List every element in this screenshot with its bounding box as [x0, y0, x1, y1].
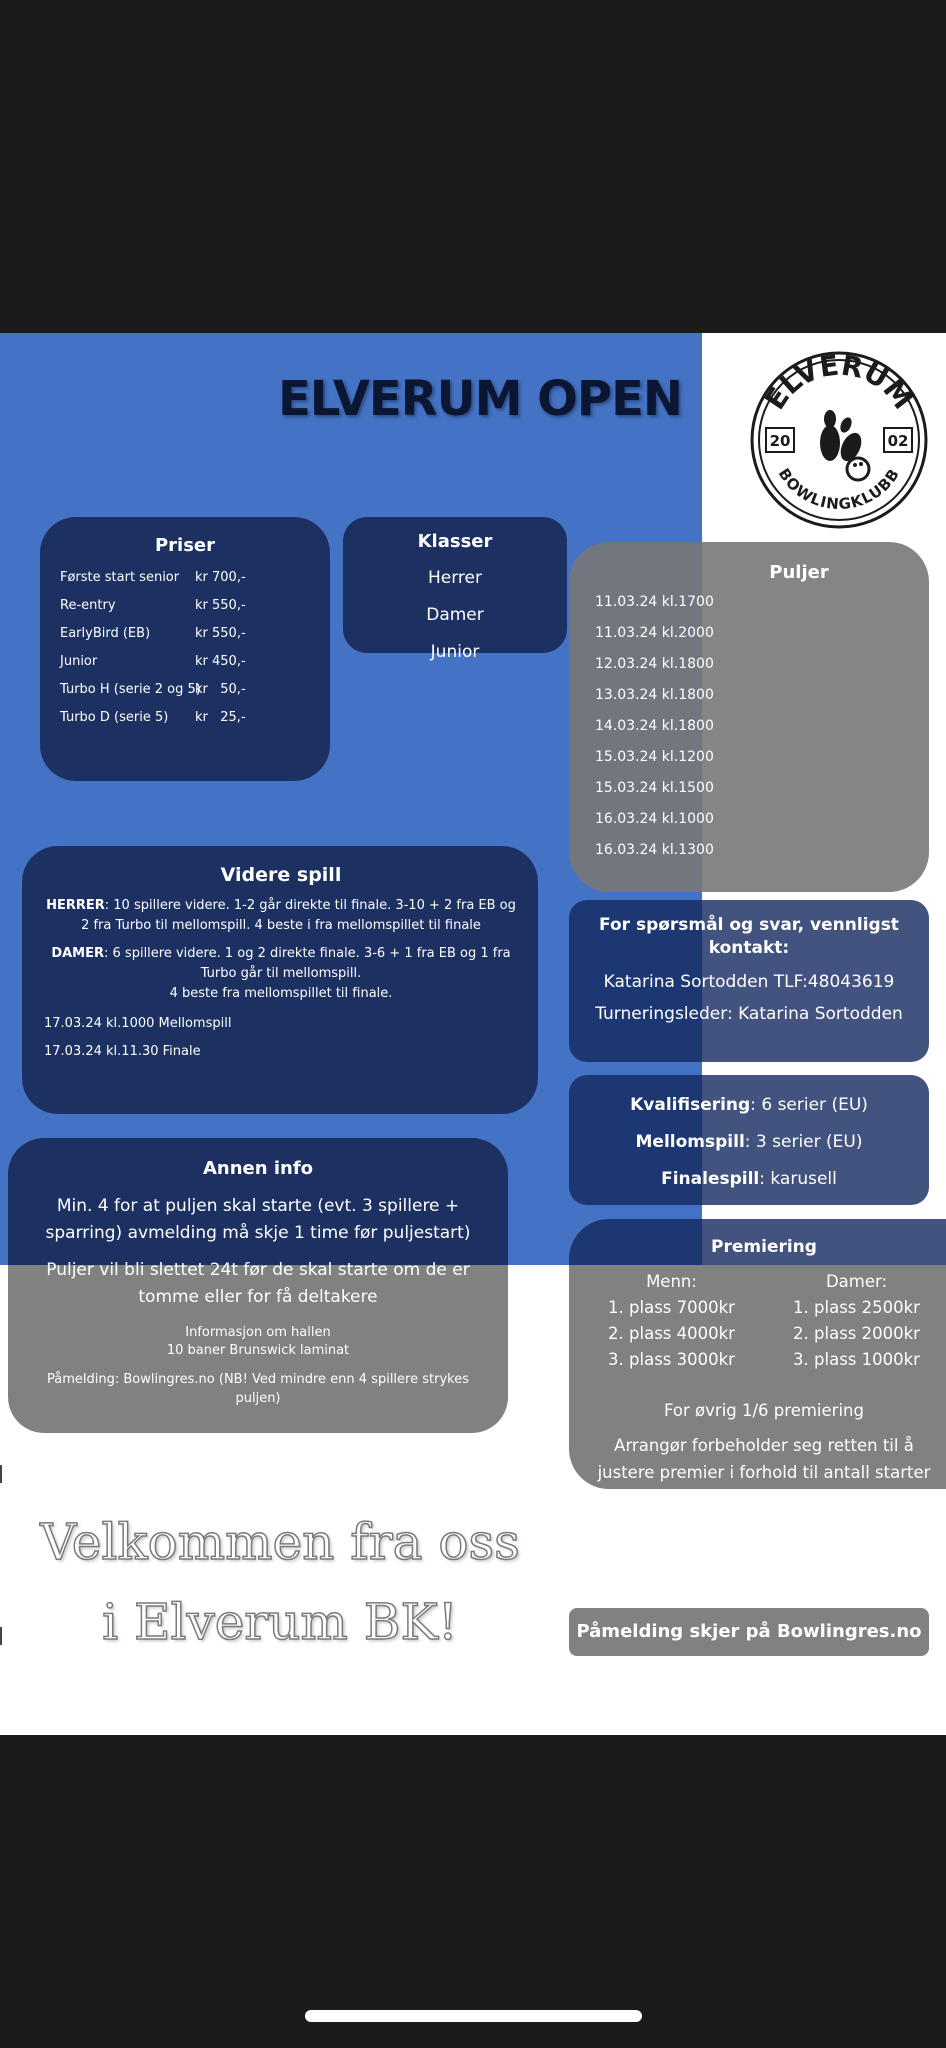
format-mellom [569, 1124, 929, 1161]
club-logo [750, 351, 928, 529]
pool-date: 16.03.24 kl.1000 [595, 811, 714, 827]
women-prize: 3. plass 1000kr [793, 1350, 920, 1369]
price-value: kr 550,- [195, 598, 246, 613]
price-value: kr 550,- [195, 626, 246, 641]
men-prizes [608, 1269, 735, 1373]
classes-heading: Klasser [417, 531, 493, 552]
herrer-label: HERRER [46, 898, 105, 913]
format-kval [569, 1087, 929, 1124]
damer-text-2: 4 beste fra mellomspillet til finale. [169, 986, 393, 1001]
pool-date: 15.03.24 kl.1500 [595, 780, 714, 796]
format-finale [569, 1161, 929, 1198]
signup-note: Påmelding: Bowlingres.no (NB! Ved mindre enn 4 spillere strykes puljen) [47, 1372, 469, 1406]
format-box [569, 1075, 929, 1205]
women-heading: Damer: [825, 1272, 888, 1291]
other-info-p2: Puljer vil bli slettet 24t før de skal starte om de er tomme eller for få deltakere [46, 1260, 470, 1307]
class-herrer: Herrer [428, 568, 482, 588]
women-prize: 2. plass 2000kr [793, 1324, 920, 1343]
classes-box [343, 517, 567, 662]
herrer-text: : 10 spillere videre. 1-2 går direkte til finale. 3-10 + 2 fra EB og 2 fra Turbo til mellomspill. 4 beste i fra mellomspillet til finale [81, 898, 516, 933]
class-junior: Junior [430, 642, 480, 662]
herrer-rules [44, 896, 518, 936]
tournament-leader: Turneringsleder: Katarina Sortodden [595, 1004, 903, 1024]
hall-title: Informasjon om hallen [185, 1325, 331, 1340]
hall-info: 10 baner Brunswick laminat [166, 1343, 350, 1358]
pool-date: 11.03.24 kl.2000 [595, 625, 714, 641]
price-label: EarlyBird (EB) [60, 626, 151, 641]
women-prize: 1. plass 2500kr [793, 1298, 920, 1317]
finale-value: : karusell [759, 1169, 837, 1189]
price-label: Junior [60, 654, 98, 669]
signup-banner-text: Påmelding skjer på Bowlingres.no [576, 1621, 922, 1642]
price-label: Første start senior [60, 570, 180, 585]
prizes-disclaimer: Arrangør forbeholder seg retten til å justere premier i forhold til antall starter [597, 1436, 931, 1482]
price-row [60, 620, 330, 648]
class-damer: Damer [426, 605, 484, 625]
prizes-other: For øvrig 1/6 premiering [664, 1401, 864, 1420]
text-cursor-mark [0, 1465, 2, 1483]
logo-bottom-text: BOWLINGKLUBB [774, 465, 904, 514]
contact-person: Katarina Sortodden TLF:48043619 [603, 972, 895, 992]
finale-label: Finalespill [661, 1169, 760, 1189]
home-indicator[interactable] [305, 2010, 642, 2022]
men-prize: 3. plass 3000kr [608, 1350, 735, 1369]
poster-title: ELVERUM OPEN [277, 371, 683, 427]
pool-date: 11.03.24 kl.1700 [595, 594, 714, 610]
prices-heading: Priser [154, 535, 216, 556]
mellom-value: : 3 serier (EU) [744, 1132, 863, 1152]
pools-heading: Puljer [769, 562, 829, 583]
contact-box [569, 900, 929, 1062]
women-prizes [793, 1269, 920, 1373]
mellomspill-date: 17.03.24 kl.1000 Mellomspill [44, 1016, 232, 1031]
pools-box [569, 542, 929, 892]
pool-date-list [595, 587, 929, 866]
welcome-line-2: i Elverum BK! [102, 1593, 458, 1651]
other-info-content [8, 1138, 508, 1433]
logo-top-text: ELVERUM [758, 351, 920, 416]
signup-banner [569, 1608, 929, 1656]
price-value: kr 450,- [195, 654, 246, 669]
pool-date: 13.03.24 kl.1800 [595, 687, 714, 703]
finale-date: 17.03.24 kl.11.30 Finale [44, 1044, 201, 1059]
text-cursor-mark [0, 1627, 2, 1645]
welcome-line-1: Velkommen fra oss [40, 1513, 520, 1571]
price-value: kr 50,- [195, 682, 246, 697]
men-prize: 2. plass 4000kr [608, 1324, 735, 1343]
men-prize: 1. plass 7000kr [608, 1298, 735, 1317]
prizes-content [569, 1219, 946, 1489]
prizes-heading: Premiering [711, 1237, 817, 1257]
men-heading: Menn: [646, 1272, 697, 1291]
price-row [60, 564, 330, 592]
price-list [60, 564, 330, 732]
price-label: Turbo H (serie 2 og 5) [60, 682, 201, 697]
logo-year-right: 02 [887, 432, 909, 450]
price-row [60, 704, 330, 732]
price-value: kr 700,- [195, 570, 246, 585]
other-info-heading: Annen info [202, 1158, 314, 1179]
price-row [60, 592, 330, 620]
prices-box [40, 517, 330, 781]
price-label: Turbo D (serie 5) [60, 710, 169, 725]
damer-text: : 6 spillere videre. 1 og 2 direkte finale. 3-6 + 1 fra EB og 1 fra Turbo går til mellomspill. [104, 946, 511, 981]
price-row [60, 676, 330, 704]
damer-rules [44, 944, 518, 1004]
price-row [60, 648, 330, 676]
kval-label: Kvalifisering [630, 1095, 751, 1115]
pool-date: 12.03.24 kl.1800 [595, 656, 714, 672]
pool-date: 14.03.24 kl.1800 [595, 718, 714, 734]
logo-year-left: 20 [769, 432, 791, 450]
contact-heading: For spørsmål og svar, vennligst kontakt: [599, 915, 899, 958]
next-rounds-heading: Videre spill [220, 864, 342, 886]
price-value: kr 25,- [195, 710, 246, 725]
next-rounds-box [22, 846, 538, 1114]
pool-date: 15.03.24 kl.1200 [595, 749, 714, 765]
kval-value: : 6 serier (EU) [750, 1095, 868, 1115]
price-label: Re-entry [60, 598, 116, 613]
other-info-p1: Min. 4 for at puljen skal starte (evt. 3 spillere + sparring) avmelding må skje 1 time før puljestart) [45, 1196, 471, 1243]
damer-label: DAMER [51, 946, 105, 961]
pool-date: 16.03.24 kl.1300 [595, 842, 714, 858]
event-poster [0, 333, 946, 1735]
mellom-label: Mellomspill [635, 1132, 745, 1152]
